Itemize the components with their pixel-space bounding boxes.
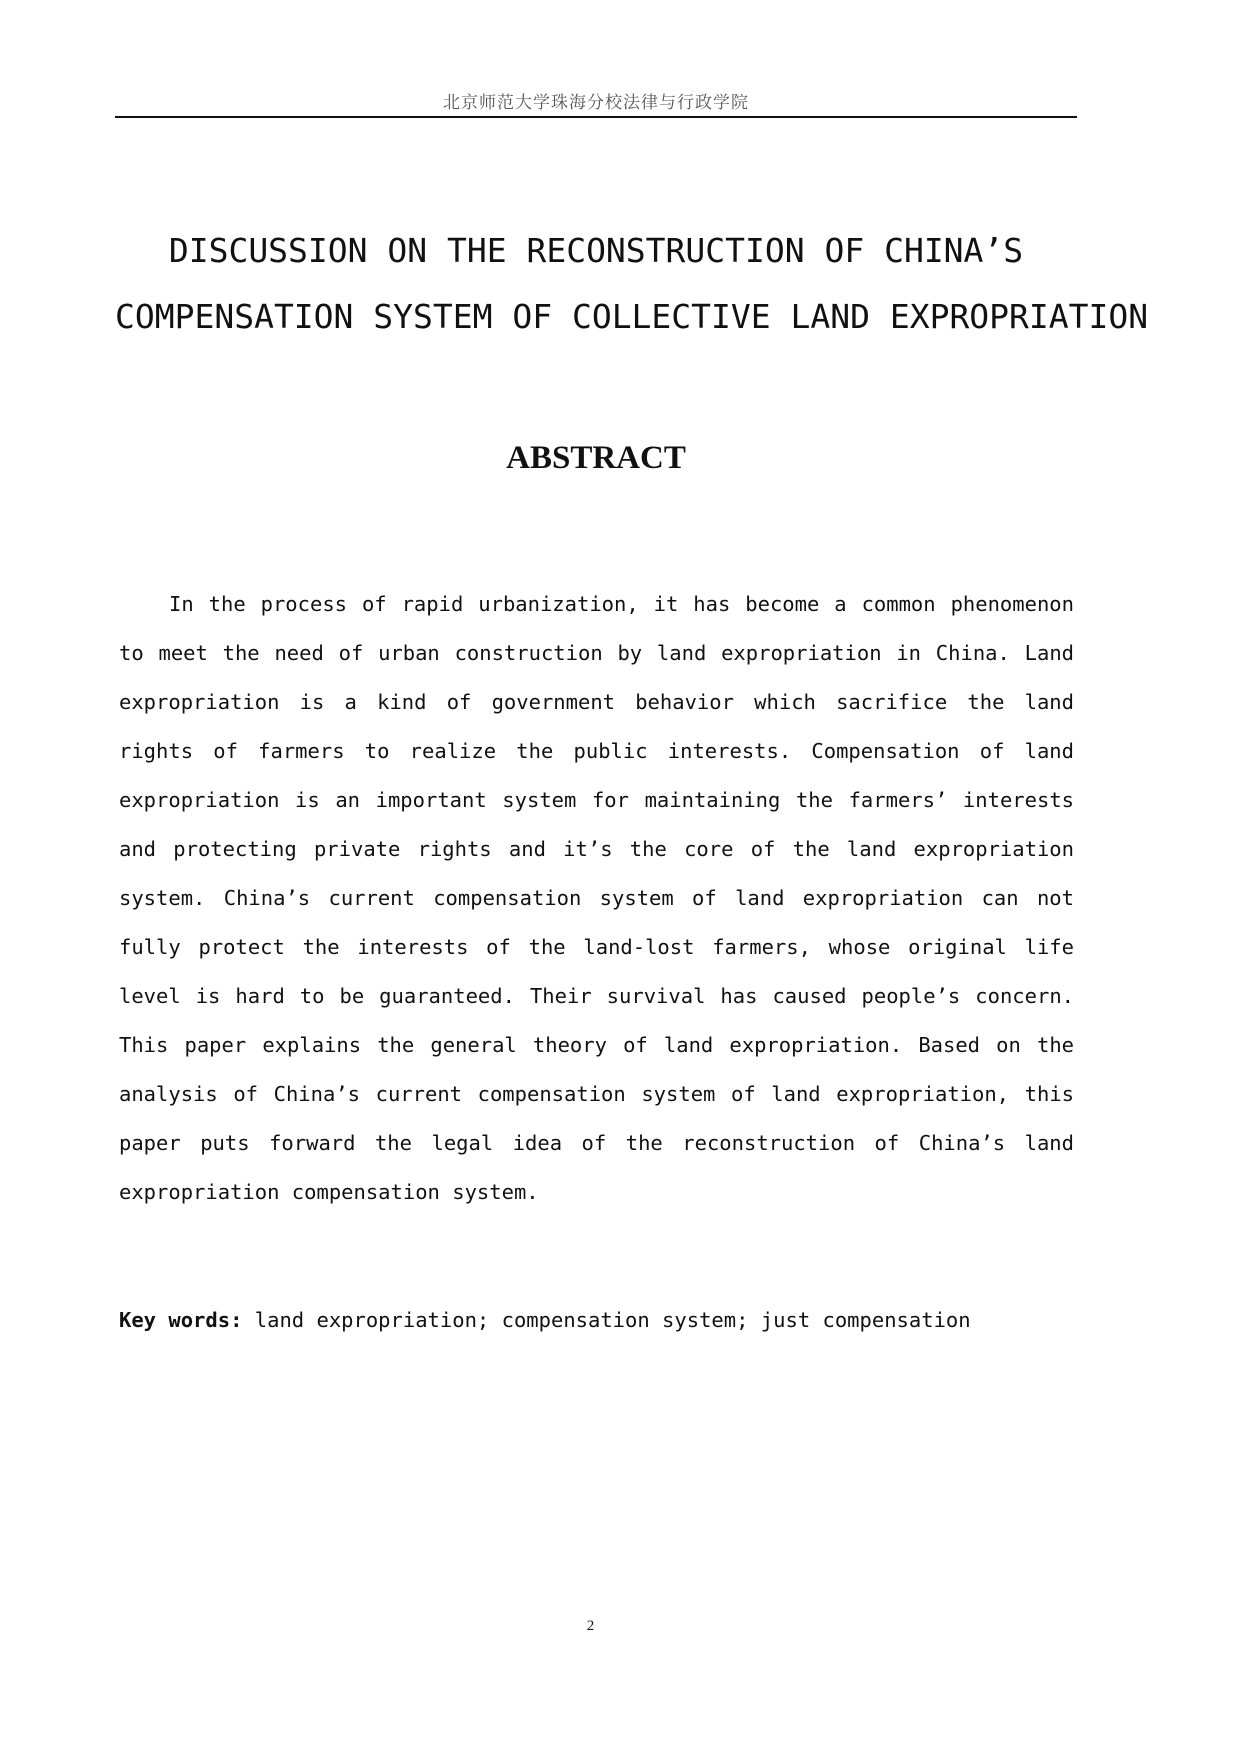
keywords-line bbox=[119, 1300, 1074, 1340]
abstract-heading: ABSTRACT bbox=[506, 440, 686, 476]
paper-title-line-1: DISCUSSION ON THE RECONSTRUCTION OF CHINA’S bbox=[168, 231, 1024, 270]
keywords-text: land expropriation; compensation system; just compensation bbox=[254, 1308, 971, 1332]
running-header: 北京师范大学珠海分校法律与行政学院 bbox=[443, 93, 749, 113]
page-number: 2 bbox=[586, 1618, 595, 1634]
abstract-body: In the process of rapid urbanization, it has become a common phenomenon to meet the need of urban construction by land expropriation in China. Land expropriation is a kind of government behavior which sacrifice the land rights of farmers to realize the public interests. Compensation of land expropriation is an important system for maintaining the farmers’ interests and protecting private rights and it’s the core of the land expropriation system. China’s current compensation system of land expropriation can not fully protect the interests of the land-lost farmers, whose original life level is hard to be guaranteed. Their survival has caused people’s concern. This paper explains the general theory of land expropriation. Based on the analysis of China’s current compensation system of land expropriation, this paper puts forward the legal idea of the reconstruction of China’s land expropriation compensation system. bbox=[119, 592, 1074, 1204]
paper-title bbox=[115, 218, 1149, 350]
paper-title-line-2: COMPENSATION SYSTEM OF COLLECTIVE LAND EXPROPRIATION bbox=[115, 297, 1149, 336]
keywords-label: Key words: bbox=[119, 1308, 243, 1332]
header-rule bbox=[115, 116, 1077, 118]
